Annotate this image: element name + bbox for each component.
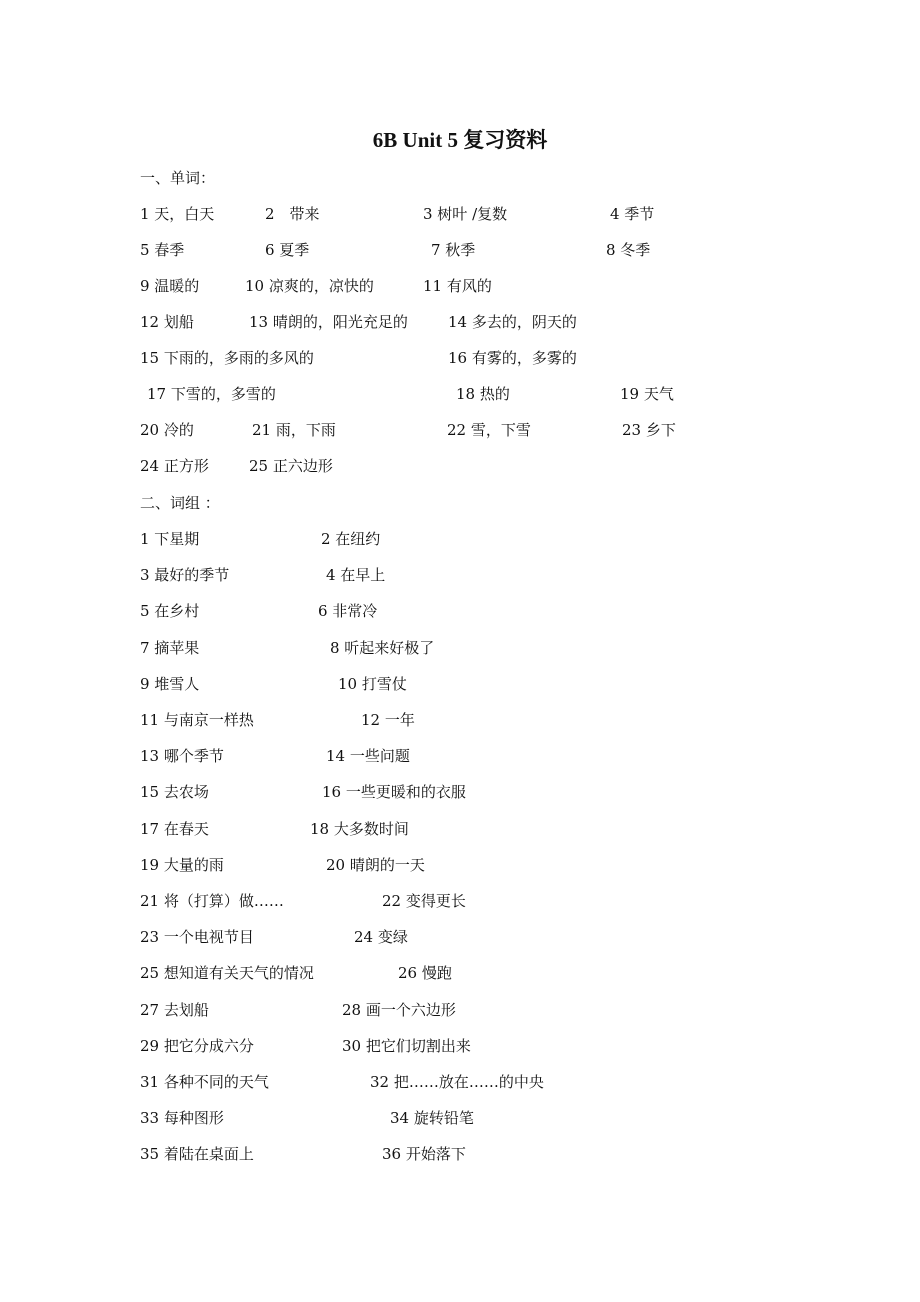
phrase-item: 29 把它分成六分 (140, 1036, 254, 1055)
phrase-item: 11 与南京一样热 (140, 711, 254, 729)
word-item: 11 有风的 (423, 277, 492, 295)
phrase-item: 35 着陆在桌面上 (140, 1145, 254, 1164)
phrase-item: 9 堆雪人 (140, 674, 200, 693)
word-item: 8 冬季 (606, 241, 651, 259)
word-item: 20 冷的 (140, 421, 194, 439)
word-item: 21 雨，下雨 (252, 421, 336, 439)
phrase-item: 20 晴朗的一天 (326, 855, 425, 874)
word-item: 22 雪，下雪 (447, 421, 531, 439)
word-item: 5 春季 (140, 241, 185, 259)
phrase-item: 15 去农场 (140, 783, 209, 802)
word-item: 17 下雪的，多雪的 (147, 385, 276, 403)
word-item: 9 温暖的 (140, 277, 200, 295)
phrase-item: 16 一些更暖和的衣服 (322, 783, 466, 802)
word-item: 12 划船 (140, 313, 194, 331)
phrase-item: 4 在早上 (326, 566, 386, 585)
phrase-item: 18 大多数时间 (310, 819, 409, 838)
phrase-item: 10 打雪仗 (338, 674, 407, 693)
word-item: 4 季节 (610, 205, 655, 223)
section-heading-words: 一、单词： (140, 169, 216, 187)
phrase-item: 19 大量的雨 (140, 855, 224, 874)
phrase-item: 31 各种不同的天气 (140, 1073, 269, 1091)
word-item: 2 带来 (265, 205, 320, 223)
phrase-item: 7 摘苹果 (140, 638, 200, 657)
phrase-item: 6 非常冷 (318, 602, 378, 621)
word-item: 7 秋季 (431, 241, 476, 259)
phrase-item: 34 旋转铅笔 (390, 1109, 474, 1128)
phrase-item: 12 一年 (361, 711, 415, 729)
word-item: 14 多去的，阴天的 (448, 313, 577, 331)
phrase-item: 14 一些问题 (326, 747, 410, 766)
phrase-item: 27 去划船 (140, 1000, 209, 1019)
phrase-item: 24 变绿 (354, 928, 408, 947)
phrase-item: 3 最好的季节 (140, 566, 230, 585)
word-item: 23 乡下 (622, 421, 676, 439)
phrase-item: 36 开始落下 (382, 1145, 466, 1164)
word-item: 15 下雨的，多雨的多风的 (140, 349, 314, 367)
phrase-item: 22 变得更长 (382, 892, 466, 910)
phrase-item: 13 哪个季节 (140, 747, 224, 766)
word-item: 13 晴朗的，阳光充足的 (249, 313, 408, 331)
word-item: 18 热的 (456, 385, 510, 403)
phrase-item: 26 慢跑 (398, 964, 452, 983)
phrase-item: 30 把它们切割出来 (342, 1036, 471, 1055)
phrase-item: 21 将（打算）做…… (140, 892, 284, 910)
word-item: 19 天气 (620, 385, 674, 403)
phrase-item: 25 想知道有关天气的情况 (140, 964, 314, 983)
section-heading-phrases: 二、词组 ： (140, 494, 220, 512)
phrase-item: 33 每种图形 (140, 1109, 224, 1128)
word-item: 24 正方形 (140, 457, 209, 475)
phrase-item: 17 在春天 (140, 819, 209, 838)
phrase-item: 5 在乡村 (140, 602, 200, 621)
word-item: 16 有雾的，多雾的 (448, 349, 577, 367)
phrase-item: 32 把……放在……的中央 (370, 1073, 544, 1091)
word-item: 1 天，白天 (140, 205, 215, 223)
phrase-item: 2 在纽约 (321, 530, 381, 548)
phrase-item: 8 听起来好极了 (330, 638, 435, 657)
phrase-item: 1 下星期 (140, 530, 200, 548)
word-item: 6 夏季 (265, 241, 310, 259)
phrase-item: 23 一个电视节目 (140, 928, 254, 947)
word-item: 3 树叶 /复数 (423, 205, 508, 223)
document-title: 6B Unit 5 复习资料 (372, 128, 548, 152)
phrase-item: 28 画一个六边形 (342, 1000, 456, 1019)
word-item: 10 凉爽的，凉快的 (245, 277, 374, 295)
word-item: 25 正六边形 (249, 457, 333, 475)
